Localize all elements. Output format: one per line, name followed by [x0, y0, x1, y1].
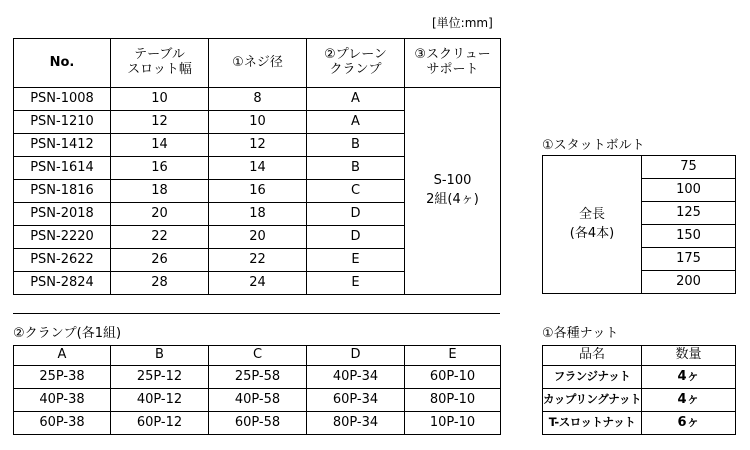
nuts-table: [542, 345, 736, 435]
header-no: No.: [14, 39, 111, 88]
clamp-header: B: [111, 346, 209, 366]
clamp-cell: 80P-10: [405, 389, 501, 412]
length-label: 全長 (各4本): [543, 156, 642, 294]
clamp-title: ②クランプ(各1組): [13, 326, 122, 341]
clamp-cell: 40P-12: [111, 389, 209, 412]
model-cell: PSN-1412: [14, 134, 111, 157]
clamp-cell: E: [307, 272, 405, 295]
slot-cell: 16: [111, 157, 209, 180]
table-row: [14, 88, 501, 111]
header-plain-clamp: ②プレーン クランプ: [307, 39, 405, 88]
clamp-cell: A: [307, 111, 405, 134]
table-row: [543, 366, 736, 389]
clamp-table: [13, 345, 501, 435]
unit-label: [単位:mm]: [432, 16, 493, 30]
table-row: [543, 412, 736, 435]
clamp-cell: 40P-58: [209, 389, 307, 412]
nuts-title: ①各種ナット: [542, 326, 619, 341]
clamp-cell: 40P-38: [14, 389, 111, 412]
length-value: 175: [642, 248, 736, 271]
clamp-cell: 60P-10: [405, 366, 501, 389]
nut-name: T-スロットナット: [543, 412, 642, 435]
model-cell: PSN-1210: [14, 111, 111, 134]
thread-cell: 20: [209, 226, 307, 249]
nuts-header-qty: 数量: [642, 346, 736, 366]
clamp-cell: D: [307, 226, 405, 249]
main-table-header-row: [14, 39, 501, 88]
clamp-cell: 40P-34: [307, 366, 405, 389]
clamp-header: C: [209, 346, 307, 366]
model-cell: PSN-1816: [14, 180, 111, 203]
section-divider-left: [13, 313, 500, 314]
nut-name: フランジナット: [543, 366, 642, 389]
thread-cell: 16: [209, 180, 307, 203]
header-screw-support: ③スクリュー サポート: [405, 39, 501, 88]
clamp-cell: 25P-38: [14, 366, 111, 389]
header-slot-width: テーブル スロット幅: [111, 39, 209, 88]
slot-cell: 26: [111, 249, 209, 272]
nut-qty: 6ヶ: [642, 412, 736, 435]
clamp-cell: 10P-10: [405, 412, 501, 435]
thread-cell: 14: [209, 157, 307, 180]
table-row: [543, 156, 736, 179]
nut-qty: 4ヶ: [642, 366, 736, 389]
slot-cell: 12: [111, 111, 209, 134]
header-thread-dia: ①ネジ径: [209, 39, 307, 88]
thread-cell: 12: [209, 134, 307, 157]
support-cell: S-100 2組(4ヶ): [405, 88, 501, 295]
length-value: 125: [642, 202, 736, 225]
clamp-cell: 60P-58: [209, 412, 307, 435]
slot-cell: 14: [111, 134, 209, 157]
slot-cell: 28: [111, 272, 209, 295]
thread-cell: 24: [209, 272, 307, 295]
table-row: [14, 366, 501, 389]
clamp-cell: 25P-12: [111, 366, 209, 389]
clamp-header: D: [307, 346, 405, 366]
thread-cell: 18: [209, 203, 307, 226]
stud-bolt-table: [542, 155, 736, 294]
clamp-header-row: [14, 346, 501, 366]
clamp-header: A: [14, 346, 111, 366]
slot-cell: 20: [111, 203, 209, 226]
nut-qty: 4ヶ: [642, 389, 736, 412]
model-cell: PSN-2622: [14, 249, 111, 272]
clamp-cell: 60P-34: [307, 389, 405, 412]
clamp-cell: 60P-12: [111, 412, 209, 435]
clamp-header: E: [405, 346, 501, 366]
model-cell: PSN-2824: [14, 272, 111, 295]
model-cell: PSN-1008: [14, 88, 111, 111]
model-cell: PSN-1614: [14, 157, 111, 180]
clamp-cell: D: [307, 203, 405, 226]
table-row: [14, 412, 501, 435]
length-value: 150: [642, 225, 736, 248]
table-row: [543, 389, 736, 412]
slot-cell: 22: [111, 226, 209, 249]
stud-bolt-title: ①スタットボルト: [542, 138, 645, 153]
nuts-header-name: 品名: [543, 346, 642, 366]
main-spec-table: [13, 38, 501, 295]
clamp-cell: 60P-38: [14, 412, 111, 435]
nut-name: カップリングナット: [543, 389, 642, 412]
clamp-cell: B: [307, 134, 405, 157]
model-cell: PSN-2220: [14, 226, 111, 249]
clamp-cell: C: [307, 180, 405, 203]
nuts-header-row: [543, 346, 736, 366]
slot-cell: 18: [111, 180, 209, 203]
clamp-cell: A: [307, 88, 405, 111]
model-cell: PSN-2018: [14, 203, 111, 226]
clamp-cell: E: [307, 249, 405, 272]
thread-cell: 8: [209, 88, 307, 111]
length-value: 75: [642, 156, 736, 179]
length-value: 200: [642, 271, 736, 294]
thread-cell: 10: [209, 111, 307, 134]
table-row: [14, 389, 501, 412]
length-value: 100: [642, 179, 736, 202]
slot-cell: 10: [111, 88, 209, 111]
clamp-cell: 80P-34: [307, 412, 405, 435]
thread-cell: 22: [209, 249, 307, 272]
clamp-cell: 25P-58: [209, 366, 307, 389]
clamp-cell: B: [307, 157, 405, 180]
